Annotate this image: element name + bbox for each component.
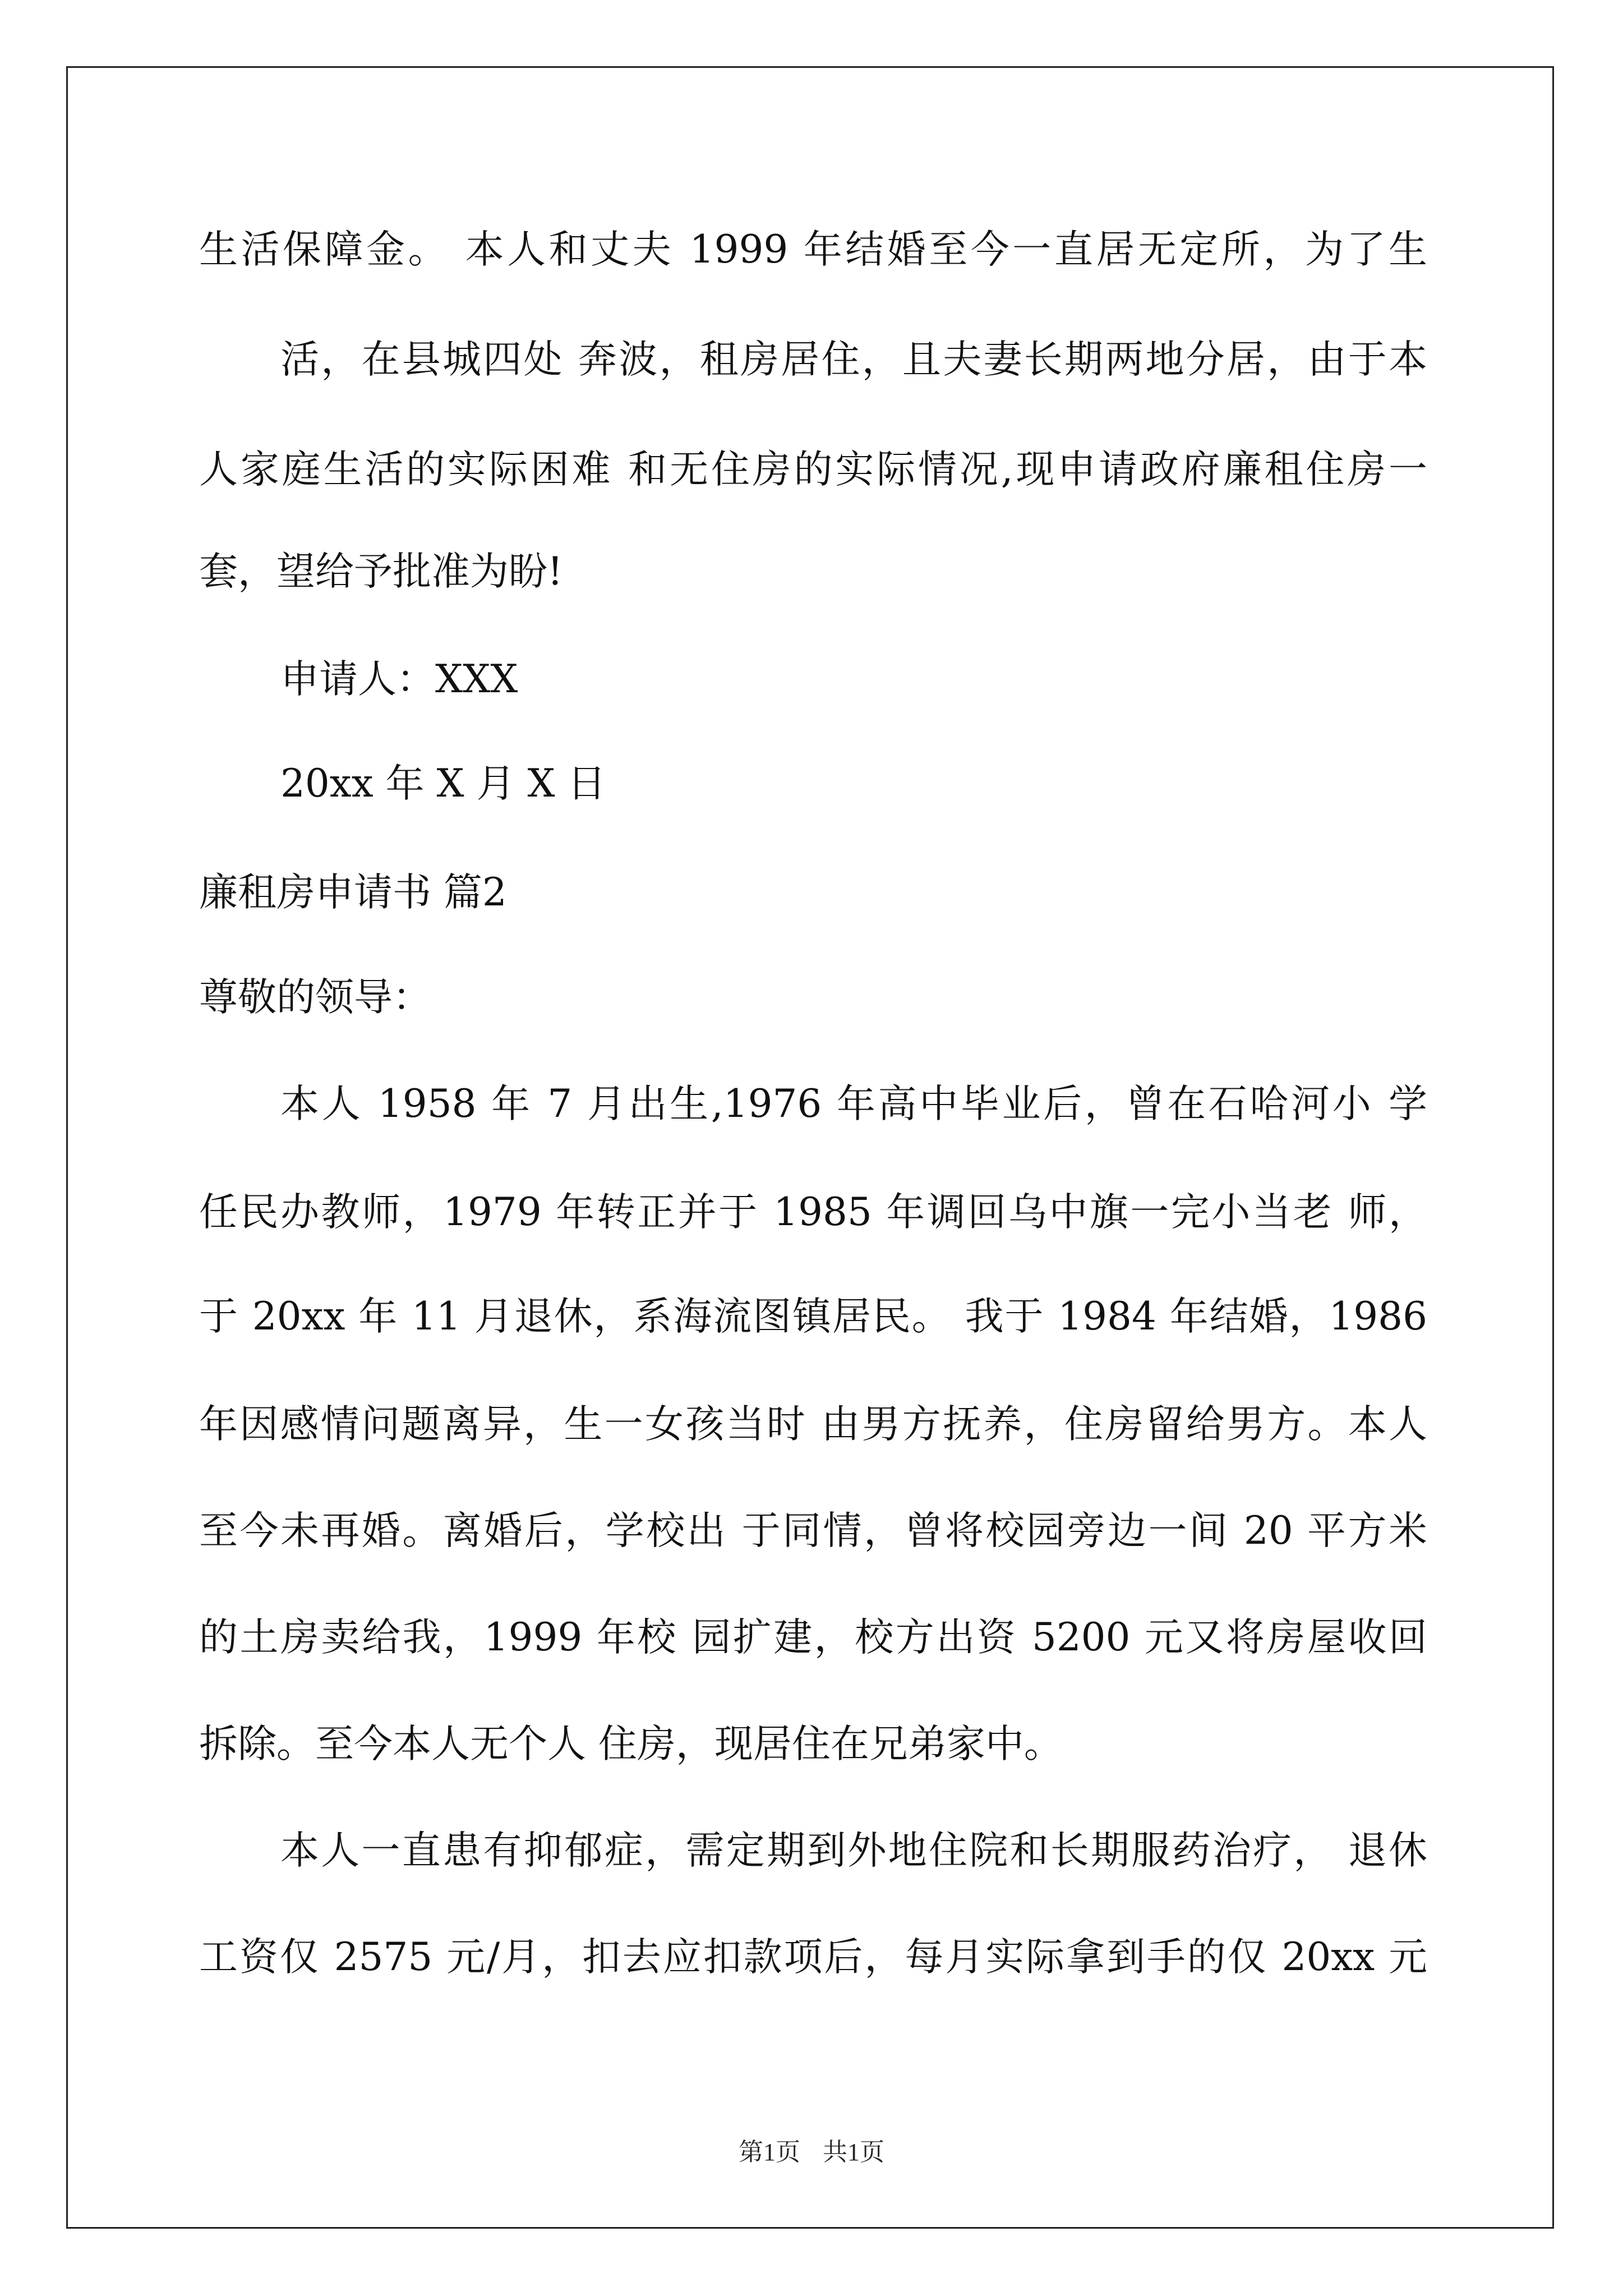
page-border <box>66 66 1554 2229</box>
body-line-17: 工资仅 2575 元/月，扣去应扣款项后，每月实际拿到手的仅 20xx 元 <box>199 1935 1427 1980</box>
body-line-4: 套，望给予批准为盼! <box>199 549 563 594</box>
body-line-11: 于 20xx 年 11 月退休，系海流图镇居民。 我于 1984 年结婚，1986 <box>199 1294 1427 1339</box>
salutation: 尊敬的领导： <box>199 975 431 1020</box>
body-line-10: 任民办教师，1979 年转正并于 1985 年调回乌中旗一完小当老 师， <box>199 1190 1427 1235</box>
page-number: 第1页 <box>739 2138 800 2166</box>
body-line-14: 的土房卖给我，1999 年校 园扩建，校方出资 5200 元又将房屋收回 <box>199 1615 1427 1660</box>
body-line-2: 活，在县城四处 奔波，租房居住，且夫妻长期两地分居，由于本 <box>280 337 1427 382</box>
body-line-12: 年因感情问题离异，生一女孩当时 由男方抚养，住房留给男方。本人 <box>199 1402 1427 1447</box>
body-line-16: 本人一直患有抑郁症，需定期到外地住院和长期服药治疗， 退休 <box>280 1828 1427 1873</box>
applicant-signature: 申请人：XXX <box>280 657 518 702</box>
body-line-9: 本人 1958 年 7 月出生,1976 年高中毕业后，曾在石哈河小 学 <box>280 1082 1427 1126</box>
application-date: 20xx 年 X 月 X 日 <box>280 761 606 806</box>
body-line-1: 生活保障金。 本人和丈夫 1999 年结婚至今一直居无定所，为了生 <box>199 227 1427 272</box>
page-footer <box>0 2132 1623 2168</box>
page-total: 共1页 <box>823 2138 884 2166</box>
body-line-15: 拆除。至今本人无个人 住房，现居住在兄弟家中。 <box>199 1722 1063 1766</box>
body-line-3: 人家庭生活的实际困难 和无住房的实际情况,现申请政府廉租住房一 <box>199 447 1427 492</box>
section-heading: 廉租房申请书 篇2 <box>199 870 507 915</box>
body-line-13: 至今未再婚。离婚后，学校出 于同情，曾将校园旁边一间 20 平方米 <box>199 1508 1427 1553</box>
